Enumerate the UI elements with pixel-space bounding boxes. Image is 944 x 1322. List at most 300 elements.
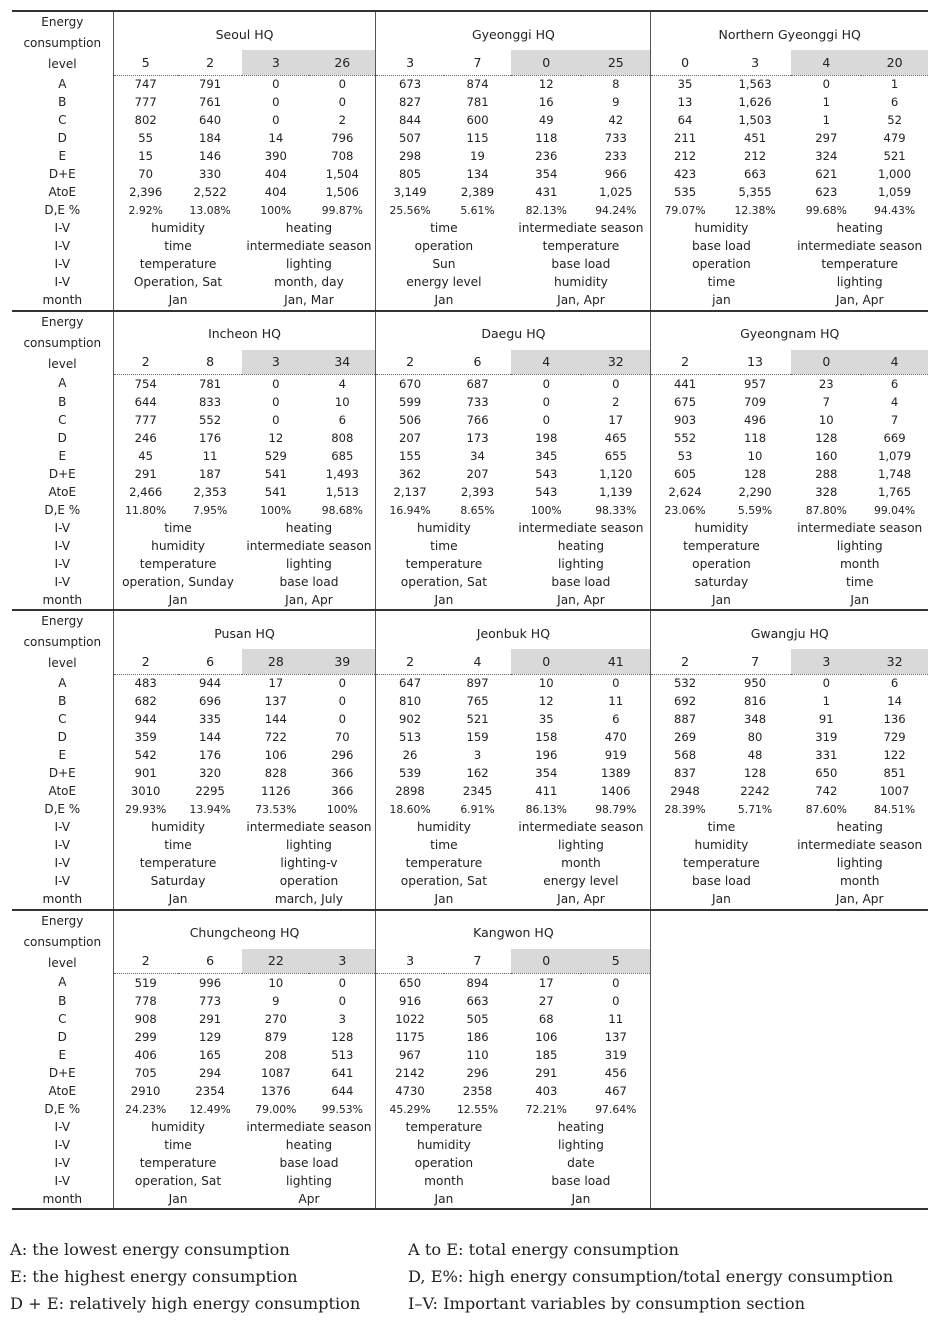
row-label: D,E % (44, 1101, 81, 1116)
month-row (12, 292, 928, 311)
level-row (12, 50, 928, 75)
value-cell: 288 (815, 466, 838, 481)
value-cell: 26 (376, 747, 444, 765)
value-cell: 0 (542, 394, 550, 409)
value-cell: 6 (338, 412, 346, 427)
value-cell: 950 (743, 676, 767, 690)
value-cell: 296 (466, 1065, 489, 1080)
important-variable-row (12, 519, 928, 537)
variable-cell: intermediate season (246, 1119, 372, 1134)
variable-cell: base load (651, 873, 792, 891)
value-cell: 670 (376, 375, 444, 394)
level-value: 0 (651, 50, 719, 75)
row-label: D+E (48, 1065, 76, 1080)
level-label: level (48, 356, 77, 371)
value-cell: 23.06% (651, 501, 719, 519)
value-cell: 82.13% (525, 204, 567, 217)
value-cell: 0 (272, 95, 280, 109)
energy-label-line1: Energy (41, 15, 84, 29)
value-cell: 79.07% (651, 202, 719, 220)
value-cell: 49 (538, 113, 554, 127)
value-cell: 2142 (376, 1064, 444, 1082)
value-cell: 208 (264, 1047, 287, 1062)
level-value: 0 (511, 949, 581, 974)
row-c (12, 112, 928, 130)
level-value: 41 (581, 649, 651, 674)
value-cell: 212 (651, 148, 719, 166)
value-cell: 901 (113, 765, 178, 783)
value-cell: 0 (272, 77, 280, 91)
row-label: AtoE (48, 185, 77, 199)
hq-name: Daegu HQ (376, 311, 651, 350)
value-cell: 778 (113, 992, 178, 1010)
month-cell: Jan, Apr (557, 293, 605, 307)
value-cell: 650 (815, 766, 838, 780)
value-cell: 98.68% (321, 503, 363, 517)
variable-cell: humidity (553, 275, 608, 289)
value-cell: 13 (651, 94, 719, 112)
row-label: I-V (54, 221, 71, 235)
month-cell: Apr (242, 1190, 375, 1209)
row-label: A (58, 675, 67, 690)
value-cell: 470 (604, 730, 627, 744)
value-cell: 72.21% (525, 1102, 567, 1116)
month-cell: Jan, Apr (557, 592, 605, 607)
value-cell: 0 (338, 694, 346, 708)
hq-name: Chungcheong HQ (113, 910, 376, 949)
variable-cell: operation, Sat (113, 1172, 242, 1190)
value-cell: 663 (743, 167, 767, 181)
value-cell: 137 (264, 694, 287, 708)
row-de-percent (12, 202, 928, 220)
variable-cell: temperature (542, 239, 620, 253)
level-value: 28 (242, 649, 309, 674)
value-cell: 10 (334, 394, 350, 409)
value-cell: 99.53% (321, 1102, 363, 1116)
variable-cell: time (376, 220, 511, 238)
value-cell: 644 (113, 393, 178, 411)
energy-label-line2: consumption (23, 36, 102, 50)
value-cell: 18.60% (376, 801, 444, 819)
value-cell: 423 (651, 166, 719, 184)
value-cell: 319 (604, 1047, 627, 1062)
level-value: 2 (178, 50, 243, 75)
value-cell: 86.13% (525, 803, 567, 816)
value-cell: 186 (466, 1029, 489, 1044)
value-cell: 100% (260, 204, 292, 217)
variable-cell: heating (557, 1119, 605, 1134)
row-label: month (42, 592, 83, 607)
value-cell: 519 (113, 974, 178, 993)
value-cell: 966 (604, 167, 627, 181)
month-row (12, 891, 928, 910)
value-cell: 70 (334, 730, 350, 744)
value-cell: 692 (651, 693, 719, 711)
variable-cell: time (651, 274, 792, 292)
row-d (12, 429, 928, 447)
level-value: 3 (376, 50, 444, 75)
value-cell: 291 (113, 465, 178, 483)
value-cell: 129 (199, 1029, 222, 1044)
variable-cell: intermediate season (797, 239, 923, 253)
value-cell: 2354 (195, 1083, 225, 1098)
row-label: B (58, 95, 67, 109)
legend-row (10, 1263, 940, 1290)
value-cell: 1,059 (877, 185, 912, 199)
value-cell: 362 (376, 465, 444, 483)
value-cell: 996 (199, 975, 222, 990)
level-value: 4 (791, 50, 861, 75)
value-cell: 808 (331, 430, 354, 445)
legend-item: D + E: relatively high energy consumption (10, 1294, 361, 1313)
value-cell: 2345 (462, 784, 493, 798)
value-cell: 496 (743, 412, 767, 427)
hq-name: Gyeonggi HQ (376, 11, 651, 50)
variable-cell: operation (651, 555, 792, 573)
value-cell: 236 (535, 149, 558, 163)
level-value: 34 (309, 350, 376, 375)
value-cell: 543 (535, 466, 558, 481)
level-value: 13 (719, 350, 792, 375)
row-label: I-V (54, 838, 71, 852)
energy-label-line2: consumption (23, 934, 102, 949)
value-cell: 10 (818, 412, 834, 427)
value-cell: 682 (113, 693, 178, 711)
value-cell: 2.92% (113, 202, 178, 220)
level-value: 6 (178, 649, 243, 674)
variable-cell: humidity (376, 1136, 511, 1154)
value-cell: 6.91% (460, 803, 495, 816)
value-cell: 97.64% (595, 1102, 637, 1116)
value-cell: 837 (651, 765, 719, 783)
row-label: D+E (48, 167, 76, 181)
value-cell: 781 (466, 95, 489, 109)
variable-cell: intermediate season (518, 820, 644, 834)
value-cell: 513 (331, 1047, 354, 1062)
value-cell: 456 (604, 1065, 627, 1080)
level-value: 2 (376, 350, 444, 375)
value-cell: 331 (815, 748, 838, 762)
value-cell: 733 (466, 394, 489, 409)
row-label: A (58, 376, 67, 391)
value-cell: 184 (199, 131, 222, 145)
variable-cell: humidity (113, 819, 242, 837)
value-cell: 13.94% (189, 803, 231, 816)
hq-name: Incheon HQ (113, 311, 376, 350)
value-cell: 297 (815, 131, 838, 145)
value-cell: 568 (651, 747, 719, 765)
level-value: 6 (178, 949, 243, 974)
value-cell: 106 (264, 748, 287, 762)
level-value: 0 (511, 649, 581, 674)
value-cell: 291 (199, 1011, 222, 1026)
value-cell: 9 (272, 993, 280, 1008)
value-cell: 0 (612, 676, 620, 690)
value-cell: 529 (264, 448, 287, 463)
row-label: E (58, 1047, 67, 1062)
level-value: 26 (309, 50, 376, 75)
hq-header-row (12, 910, 928, 949)
value-cell: 705 (113, 1064, 178, 1082)
value-cell: 833 (199, 394, 222, 409)
value-cell: 916 (376, 992, 444, 1010)
month-cell: Jan (376, 292, 511, 311)
value-cell: 173 (466, 430, 489, 445)
value-cell: 94.43% (874, 204, 916, 217)
value-cell: 12 (538, 694, 554, 708)
value-cell: 291 (535, 1065, 558, 1080)
month-cell: Jan, Apr (285, 592, 333, 607)
value-cell: 136 (883, 712, 906, 726)
value-cell: 781 (199, 376, 222, 391)
row-d-plus-e (12, 765, 928, 783)
variable-cell: base load (651, 238, 792, 256)
value-cell: 98.79% (595, 803, 637, 816)
value-cell: 5,355 (738, 185, 772, 199)
energy-consumption-label (12, 11, 113, 75)
row-c (12, 411, 928, 429)
value-cell: 1,493 (325, 466, 359, 481)
value-cell: 144 (264, 712, 287, 726)
level-value: 32 (861, 649, 928, 674)
value-cell: 0 (338, 993, 346, 1008)
value-cell: 2,137 (376, 483, 444, 501)
variable-cell: humidity (651, 519, 792, 537)
value-cell: 696 (199, 694, 222, 708)
value-cell: 967 (376, 1046, 444, 1064)
value-cell: 431 (535, 185, 558, 199)
value-cell: 404 (264, 185, 287, 199)
variable-cell: humidity (113, 1118, 242, 1136)
value-cell: 543 (535, 484, 558, 499)
value-cell: 685 (331, 448, 354, 463)
value-cell: 0 (338, 975, 346, 990)
value-cell: 6 (890, 95, 899, 109)
energy-label-line2: consumption (23, 335, 102, 350)
value-cell: 99.68% (805, 204, 847, 217)
value-cell: 128 (743, 766, 767, 780)
row-label: AtoE (48, 1083, 77, 1098)
value-cell: 765 (466, 694, 489, 708)
row-label: I-V (54, 820, 71, 834)
variable-cell: temperature (376, 1118, 511, 1136)
month-cell: Jan (113, 292, 242, 311)
value-cell: 52 (887, 113, 902, 127)
value-cell: 319 (815, 730, 838, 744)
value-cell: 23 (818, 376, 834, 391)
empty-cell (651, 910, 928, 1210)
value-cell: 14 (268, 131, 284, 145)
value-cell: 246 (113, 429, 178, 447)
value-cell: 796 (331, 131, 354, 145)
value-cell: 777 (113, 94, 178, 112)
value-cell: 233 (604, 149, 627, 163)
value-cell: 802 (113, 112, 178, 130)
hq-header-row (12, 610, 928, 649)
value-cell: 9 (612, 95, 620, 109)
variable-cell: date (567, 1155, 595, 1170)
value-cell: 70 (113, 166, 178, 184)
hq-name: Gwangju HQ (651, 610, 928, 649)
value-cell: 2,522 (193, 185, 227, 199)
value-cell: 879 (264, 1029, 287, 1044)
value-cell: 134 (466, 167, 489, 181)
value-cell: 35 (538, 712, 554, 726)
variable-cell: lighting (557, 556, 604, 571)
row-label: I-V (54, 556, 71, 571)
value-cell: 8.65% (460, 503, 495, 517)
value-cell: 160 (815, 448, 838, 463)
value-cell: 887 (651, 711, 719, 729)
variable-cell: operation, Sat (376, 873, 511, 891)
value-cell: 0 (338, 77, 346, 91)
value-cell: 827 (376, 94, 444, 112)
value-cell: 269 (651, 729, 719, 747)
variable-cell: lighting (836, 538, 883, 553)
legend-item: I–V: Important variables by consumption section (408, 1294, 806, 1313)
value-cell: 7 (890, 412, 899, 427)
row-label: D+E (48, 466, 76, 481)
row-label: B (58, 394, 67, 409)
value-cell: 673 (376, 75, 444, 94)
value-cell: 366 (331, 766, 354, 780)
value-cell: 198 (535, 430, 558, 445)
variable-cell: heating (285, 221, 333, 235)
month-cell: jan (651, 292, 792, 311)
row-label: D,E % (44, 502, 81, 517)
value-cell: 196 (535, 748, 558, 762)
row-b (12, 693, 928, 711)
variable-cell: humidity (651, 837, 792, 855)
value-cell: 146 (199, 149, 222, 163)
row-label: I-V (54, 257, 71, 271)
variable-cell: temperature (113, 256, 242, 274)
value-cell: 542 (113, 747, 178, 765)
variable-cell: Sun (376, 256, 511, 274)
important-variable-row (12, 238, 928, 256)
level-value: 2 (376, 649, 444, 674)
variable-cell: base load (551, 257, 611, 271)
value-cell: 644 (331, 1083, 354, 1098)
value-cell: 187 (199, 466, 222, 481)
value-cell: 2 (338, 113, 346, 127)
variable-cell: time (651, 819, 792, 837)
variable-cell: operation, Sat (376, 573, 511, 591)
row-label: I-V (54, 520, 71, 535)
value-cell: 345 (535, 448, 558, 463)
legend (10, 1236, 940, 1317)
value-cell: 3,149 (376, 184, 444, 202)
variable-cell: lighting-v (280, 856, 338, 870)
value-cell: 118 (535, 131, 558, 145)
row-e (12, 447, 928, 465)
value-cell: 100% (260, 503, 292, 517)
variable-cell: temperature (651, 537, 792, 555)
variable-cell: humidity (113, 537, 242, 555)
month-cell: march, July (274, 892, 344, 906)
row-label: D (57, 1029, 67, 1044)
value-cell: 1,139 (599, 484, 633, 499)
level-value: 7 (444, 949, 512, 974)
value-cell: 766 (466, 412, 489, 427)
variable-cell: time (113, 1136, 242, 1154)
value-cell: 0 (272, 394, 280, 409)
value-cell: 600 (466, 113, 489, 127)
value-cell: 320 (199, 766, 222, 780)
value-cell: 0 (542, 412, 550, 427)
value-cell: 55 (113, 130, 178, 148)
level-label: level (48, 57, 77, 71)
hq-name: Seoul HQ (113, 11, 376, 50)
value-cell: 330 (199, 167, 222, 181)
hq-header-row (12, 311, 928, 350)
variable-cell: energy level (543, 874, 619, 888)
value-cell: 4730 (376, 1082, 444, 1100)
value-cell: 0 (822, 77, 830, 91)
value-cell: 403 (535, 1083, 558, 1098)
value-cell: 159 (466, 730, 489, 744)
month-cell: Jan (511, 1190, 651, 1209)
variable-cell: operation, Sunday (113, 573, 242, 591)
value-cell: 29.93% (113, 801, 178, 819)
value-cell: 844 (376, 112, 444, 130)
value-cell: 3010 (113, 783, 178, 801)
level-value: 20 (861, 50, 928, 75)
energy-label-line1: Energy (41, 314, 84, 329)
row-label: I-V (54, 1173, 71, 1188)
variable-cell: humidity (651, 220, 792, 238)
legend-item: A: the lowest energy consumption (10, 1240, 290, 1259)
value-cell: 411 (535, 784, 558, 798)
value-cell: 1126 (261, 784, 291, 798)
value-cell: 747 (113, 75, 178, 94)
value-cell: 128 (331, 1029, 354, 1044)
value-cell: 761 (199, 95, 222, 109)
variable-cell: operation (279, 874, 339, 888)
legend-row (10, 1236, 940, 1263)
variable-cell: lighting (836, 856, 883, 870)
variable-cell: intermediate season (797, 520, 923, 535)
value-cell: 944 (113, 711, 178, 729)
value-cell: 507 (376, 130, 444, 148)
variable-cell: month (839, 874, 880, 888)
variable-cell: intermediate season (518, 221, 644, 235)
value-cell: 7.95% (192, 503, 228, 517)
value-cell: 137 (604, 1029, 627, 1044)
level-value: 2 (651, 649, 719, 674)
value-cell: 6 (890, 676, 899, 690)
value-cell: 708 (331, 149, 354, 163)
value-cell: 25.56% (376, 202, 444, 220)
month-cell: Jan, Apr (835, 293, 884, 307)
value-cell: 0 (272, 376, 280, 391)
value-cell: 2,466 (113, 483, 178, 501)
value-cell: 709 (743, 394, 767, 409)
value-cell: 11 (608, 694, 624, 708)
variable-cell: heating (836, 820, 883, 834)
value-cell: 902 (376, 711, 444, 729)
variable-cell: humidity (113, 220, 242, 238)
value-cell: 158 (535, 730, 558, 744)
variable-cell: lighting (286, 838, 332, 852)
value-cell: 14 (887, 694, 902, 708)
row-a-to-e (12, 184, 928, 202)
value-cell: 810 (376, 693, 444, 711)
value-cell: 605 (651, 465, 719, 483)
value-cell: 100% (530, 503, 562, 517)
row-d (12, 130, 928, 148)
important-variable-row (12, 537, 928, 555)
